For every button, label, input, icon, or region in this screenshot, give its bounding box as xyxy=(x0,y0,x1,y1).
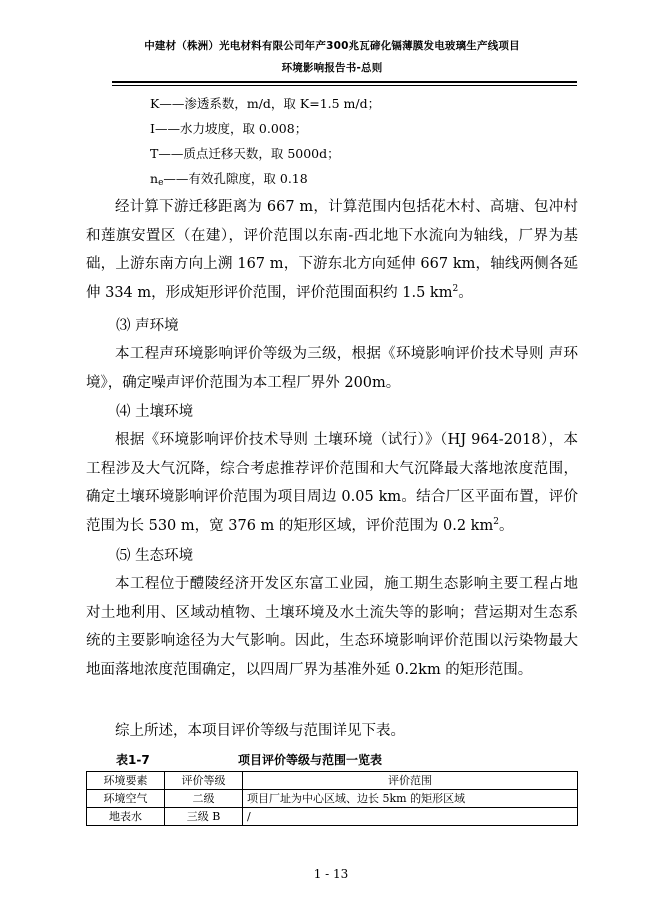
header-rule-thin xyxy=(112,85,577,86)
column-header: 环境要素 xyxy=(87,772,165,790)
paragraph-end: 。 xyxy=(498,517,514,534)
paragraph-ecology: 本工程位于醴陵经济开发区东富工业园，施工期生态影响主要工程占地对土地利用、区域动植物、土壤环境及水土流失等的影响；营运期对生态系统的主要影响途径为大气影响。因此，生态环境影响评价范围以污染物最大地面落地浓度范围确定，以四周厂界为基准外延 0.2km 的矩形范围。 xyxy=(86,576,578,678)
paragraph-summary: 综上所述，本项目评价等级与范围详见下表。 xyxy=(115,723,405,739)
assessment-table xyxy=(86,771,578,826)
symbol: T xyxy=(150,146,159,161)
superscript: 2 xyxy=(452,283,459,294)
header-project-title: 中建材（株洲）光电材料有限公司年产300兆瓦碲化镉薄膜发电玻璃生产线项目 xyxy=(144,40,520,52)
paragraph-text: 经计算下游迁移距离为 667 m，计算范围内包括花木村、高塘、包冲村和莲旗安置区（在建），评价范围以东南-西北地下水流向为轴线，厂界为基础，上游东南方向上溯 167 m，下游东北方向延伸 667 km，轴线两侧各延伸 334 m，形成矩形评价范围，评价范围面积约 1.5 km xyxy=(86,199,578,301)
table-cell: 地表水 xyxy=(87,808,165,826)
symbol: K xyxy=(150,96,160,111)
paragraph-soil xyxy=(86,426,578,540)
definition-text: ——有效孔隙度，取 0.18 xyxy=(163,171,308,186)
section-heading-noise: ⑶ 声环境 xyxy=(116,318,179,334)
table-cell: 二级 xyxy=(165,790,243,808)
table-header-row xyxy=(87,772,578,790)
section-heading-ecology: ⑸ 生态环境 xyxy=(116,548,194,564)
subscript: e xyxy=(158,178,164,188)
header-section-title: 环境影响报告书-总则 xyxy=(281,62,383,74)
definition-text: ——水力坡度，取 0.008； xyxy=(154,121,308,136)
paragraph-noise: 本工程声环境影响评价等级为三级，根据《环境影响评价技术导则 声环境》，确定噪声评价范围为本工程厂界外 200m。 xyxy=(86,346,578,391)
definition-text: ——渗透系数，m/d，取 K=1.5 m/d； xyxy=(159,96,381,111)
paragraph-groundwater-range xyxy=(86,193,578,307)
definition-text: ——质点迁移天数，取 5000d； xyxy=(158,146,340,161)
paragraph-text: 根据《环境影响评价技术导则 土壤环境（试行）》（HJ 964-2018），本工程涉及大气沉降，综合考虑推荐评价范围和大气沉降最大落地浓度范围，确定土壤环境影响评价范围为项目周边 0.05 km。结合厂区平面布置，评价范围为长 530 m，宽 376 m 的矩形区域，评价范围为 0.2 km xyxy=(86,432,578,534)
symbol: I xyxy=(150,121,155,136)
column-header: 评价范围 xyxy=(243,772,578,790)
table-number: 表1-7 xyxy=(116,753,150,767)
equation-definition-k xyxy=(150,96,380,112)
paragraph-end: 。 xyxy=(458,284,473,301)
page-number: 1 - 13 xyxy=(313,867,349,881)
table-cell: 环境空气 xyxy=(87,790,165,808)
equation-definition-i xyxy=(150,121,307,137)
page-header xyxy=(112,38,552,76)
table-cell: / xyxy=(243,808,578,826)
header-rule-thick xyxy=(112,81,577,83)
superscript: 2 xyxy=(493,516,499,527)
equation-definition-t xyxy=(150,146,340,162)
equation-definition-ne xyxy=(150,171,308,191)
table-row xyxy=(87,790,578,808)
symbol: n xyxy=(150,171,159,186)
table-cell: 项目厂址为中心区域、边长 5km 的矩形区域 xyxy=(243,790,578,808)
table-row xyxy=(87,808,578,826)
column-header: 评价等级 xyxy=(165,772,243,790)
section-heading-soil: ⑷ 土壤环境 xyxy=(116,404,194,420)
table-title: 项目评价等级与范围一览表 xyxy=(238,753,383,767)
table-cell: 三级 B xyxy=(165,808,243,826)
